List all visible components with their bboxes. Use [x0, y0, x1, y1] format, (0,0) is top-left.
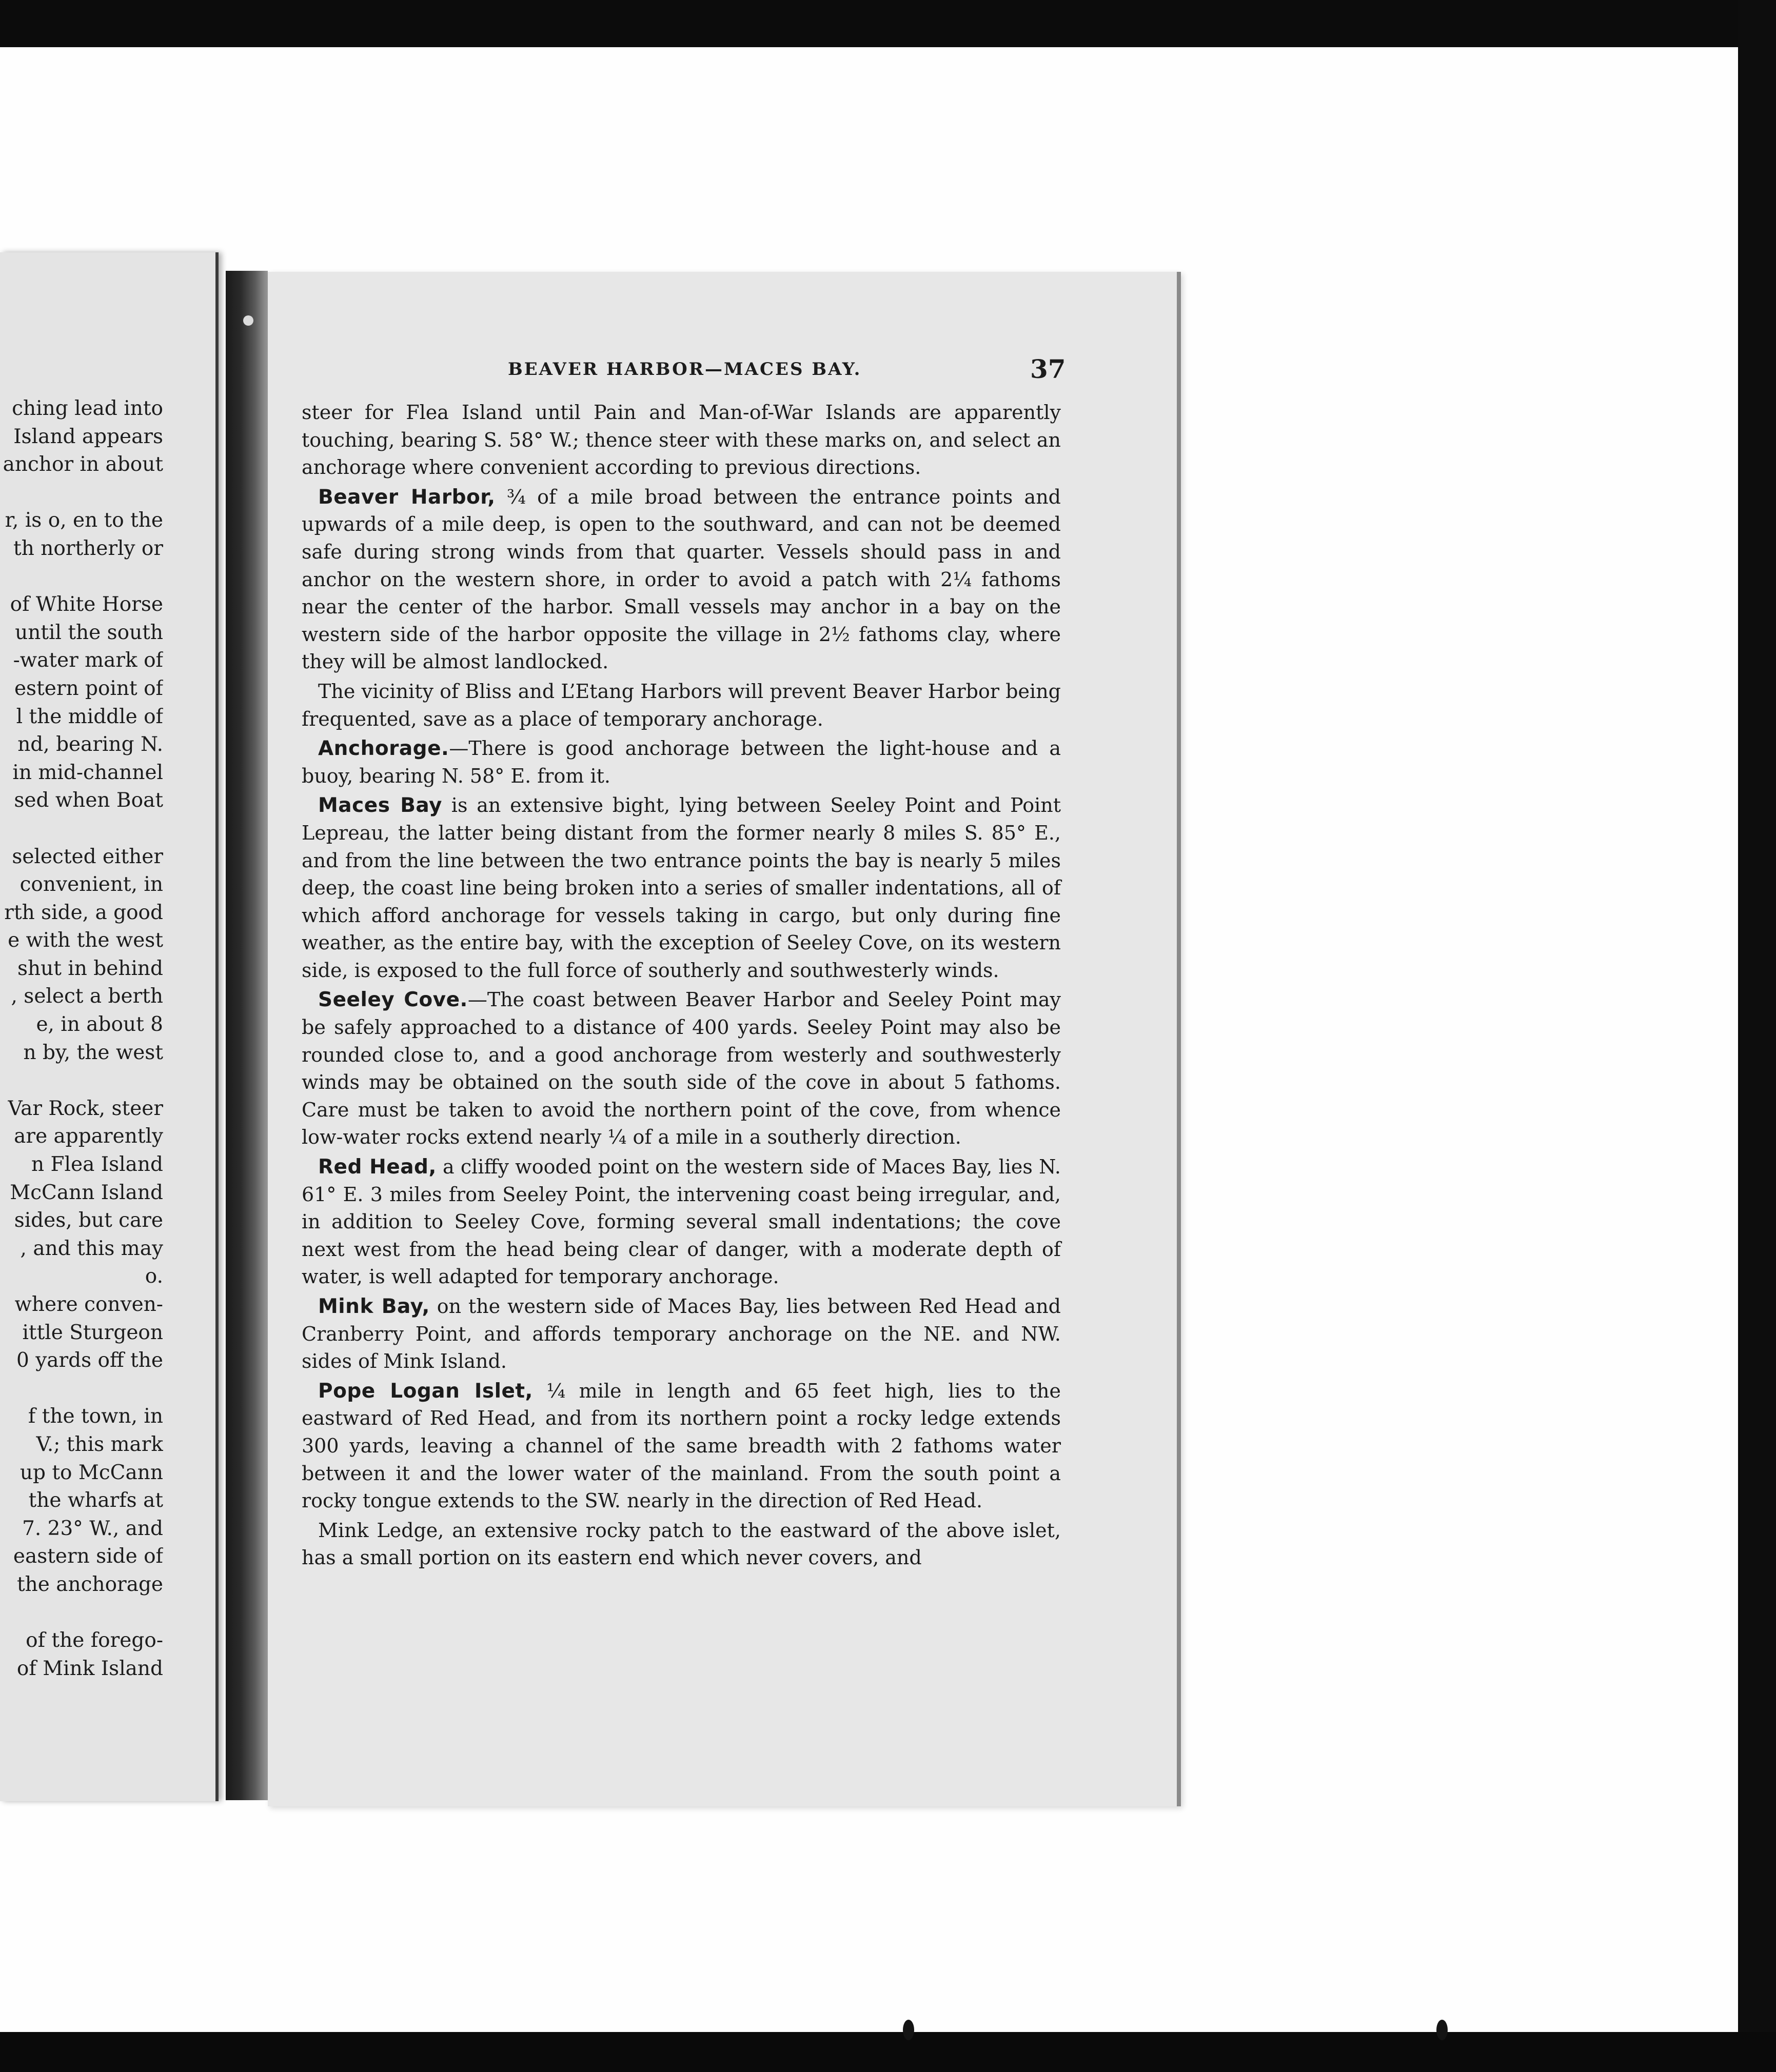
paragraph-body: ¾ of a mile broad between the entrance points and upwards of a mile deep, is open to the southward, and can not be deemed safe during strong winds from that quarter. Vessels should pass in and anchor on the western shore, in order to avoid a patch with 2¼ fathoms near the center of the harbor. Small vessels may anchor in a bay on the western side of the harbor opposite the village in 2½ fathoms clay, where they will be almost landlocked.	[302, 485, 1061, 673]
left-page-line: nd, bearing N.	[17, 733, 163, 756]
body-text	[302, 399, 1061, 1572]
left-page-line: convenient, in	[19, 873, 163, 896]
left-page-line: shut in behind	[17, 957, 163, 980]
paragraph-pope-logan-islet	[302, 1378, 1061, 1515]
paragraph-red-head	[302, 1153, 1061, 1291]
paragraph-mink-ledge: Mink Ledge, an extensive rocky patch to the eastward of the above islet, has a small portion on its eastern end which never covers, and	[302, 1519, 1061, 1569]
left-page-line: the anchorage	[16, 1572, 163, 1596]
left-page-line: ching lead into	[12, 397, 163, 420]
left-page-line: are apparently	[14, 1125, 163, 1148]
left-page-text-fragments	[0, 395, 163, 1683]
left-page-line: ittle Sturgeon	[22, 1321, 163, 1344]
left-page-line: sed when Boat	[14, 789, 163, 812]
left-page-line: Var Rock, steer	[8, 1097, 163, 1120]
left-page-line: Island appears	[13, 425, 163, 448]
heading-pope-logan-islet: Pope Logan Islet,	[318, 1379, 533, 1403]
left-page-line: estern point of	[14, 676, 163, 700]
left-page-line: eastern side of	[13, 1545, 163, 1568]
left-page-line: , select a berth	[11, 985, 163, 1008]
film-frame-top	[0, 0, 1776, 47]
left-page-line: f the town, in	[28, 1405, 163, 1428]
left-page-line: o.	[145, 1265, 163, 1288]
left-page-line: e, in about 8	[36, 1013, 163, 1037]
film-mark	[903, 2020, 914, 2040]
left-page-line: of the forego-	[26, 1629, 163, 1652]
left-page-line: r, is o, en to the	[5, 509, 163, 532]
left-page-line: in mid-channel	[12, 761, 163, 784]
left-page-line: , and this may	[20, 1237, 163, 1260]
left-page-line: 7. 23° W., and	[22, 1517, 163, 1540]
left-page-line	[0, 563, 163, 591]
paragraph-continuation: steer for Flea Island until Pain and Man-of-War Islands are apparently touching, bearing S. 58° W.; thence steer with these marks on, and select an anchorage where convenient according to previous directions.	[302, 401, 1061, 479]
left-page-line: e with the west	[8, 929, 163, 952]
film-frame-bottom	[0, 2032, 1776, 2072]
left-page-line: until the south	[15, 621, 163, 644]
left-page-line: th northerly or	[13, 536, 163, 560]
left-page-line: selected either	[12, 845, 163, 868]
left-page-line: sides, but care	[14, 1209, 163, 1232]
left-page-line	[0, 1067, 163, 1095]
paragraph-body: is an extensive bight, lying between Seeley Point and Point Lepreau, the latter being distant from the former nearly 8 miles S. 85° E., and from the line between the two entrance points the bay is nearly 5 miles deep, the coast line being broken into a series of smaller indentations, all of which afford anchorage for vessels taking in cargo, but only during fine weather, as the entire bay, with the exception of Seeley Cove, on its western side, is exposed to the full force of southerly and southwesterly winds.	[302, 794, 1061, 982]
binding-hole	[243, 315, 253, 326]
left-page-line	[0, 815, 163, 843]
left-page-line: anchor in about	[3, 453, 163, 476]
left-page-line: of Mink Island	[16, 1657, 163, 1680]
film-frame-right	[1738, 0, 1776, 2072]
paragraph-body: on the western side of Maces Bay, lies between Red Head and Cranberry Point, and affords temporary anchorage on the NE. and NW. sides of Mink Island.	[302, 1295, 1061, 1373]
left-page-line: n by, the west	[23, 1041, 163, 1064]
paragraph-body: ¼ mile in length and 65 feet high, lies to the eastward of Red Head, and from its northern point a rocky ledge extends 300 yards, leaving a channel of the same breadth with 2 fathoms water between it and the lower water of the mainland. From the south point a rocky tongue extends to the SW. nearly in the direction of Red Head.	[302, 1379, 1061, 1512]
heading-maces-bay: Maces Bay	[318, 794, 442, 818]
heading-anchorage: Anchorage.	[318, 737, 449, 761]
left-page-line: up to McCann	[19, 1461, 163, 1484]
heading-beaver-harbor: Beaver Harbor,	[318, 485, 496, 509]
page-number: 37	[1030, 354, 1066, 384]
paragraph-vicinity: The vicinity of Bliss and L’Etang Harbors will prevent Beaver Harbor being frequented, save as a place of temporary anchorage.	[302, 680, 1061, 730]
paragraph-anchorage	[302, 735, 1061, 790]
left-page-line: V.; this mark	[36, 1432, 163, 1456]
left-page-line	[0, 479, 163, 507]
book-gutter	[226, 271, 268, 1800]
heading-seeley-cove: Seeley Cove.	[318, 988, 468, 1012]
paragraph-beaver-harbor	[302, 484, 1061, 676]
left-page-line: where conven-	[14, 1293, 163, 1316]
paragraph-seeley-cove	[302, 986, 1061, 1151]
left-page-line: the wharfs at	[28, 1489, 163, 1512]
left-page-line: n Flea Island	[31, 1153, 163, 1177]
left-page-line: l the middle of	[16, 705, 163, 728]
heading-mink-bay: Mink Bay,	[318, 1295, 430, 1318]
left-page-line	[0, 1375, 163, 1403]
film-mark	[1436, 2020, 1448, 2040]
left-page-line: McCann Island	[10, 1181, 163, 1204]
running-head: BEAVER HARBOR—MACES BAY.	[508, 359, 862, 380]
left-page-line: 0 yards off the	[16, 1349, 163, 1372]
left-page-line: rth side, a good	[4, 901, 163, 924]
left-page-line	[0, 1599, 163, 1627]
heading-red-head: Red Head,	[318, 1155, 437, 1179]
paragraph-body: —There is good anchorage between the light-house and a buoy, bearing N. 58° E. from it.	[302, 737, 1061, 787]
paragraph-maces-bay	[302, 792, 1061, 984]
paragraph-body: —The coast between Beaver Harbor and Seeley Point may be safely approached to a distance of 400 yards. Seeley Point may also be rounded close to, and a good anchorage from westerly and southwesterly winds may be obtained on the south side of the cove in about 5 fathoms. Care must be taken to avoid the northern point of the cove, from whence low-water rocks extend nearly ¼ of a mile in a southerly direction.	[302, 988, 1061, 1149]
paragraph-body: a cliffy wooded point on the western side of Maces Bay, lies N. 61° E. 3 miles from Seeley Point, the intervening coast being irregular, and, in addition to Seeley Cove, forming several small indentations; the cove next west from the head being clear of danger, with a moderate depth of water, is well adapted for temporary anchorage.	[302, 1155, 1061, 1288]
left-page-line: of White Horse	[10, 593, 163, 616]
left-page-line: -water mark of	[13, 649, 163, 672]
paragraph-mink-bay	[302, 1293, 1061, 1376]
